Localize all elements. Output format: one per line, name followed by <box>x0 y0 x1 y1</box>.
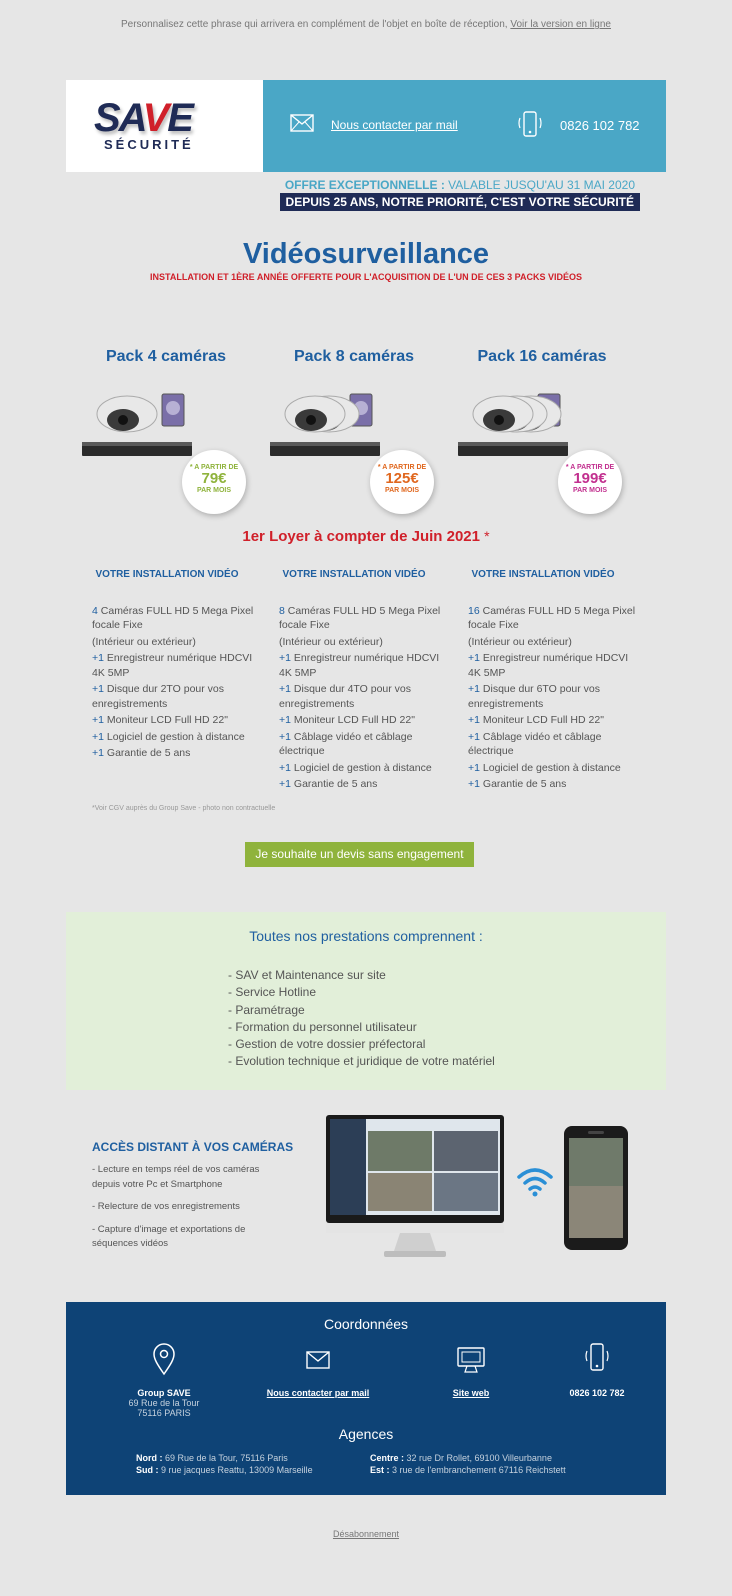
features-pack-8 <box>279 568 447 794</box>
offer-line: OFFRE EXCEPTIONNELLE : VALABLE JUSQU'AU 31 MAI 2020 <box>284 178 635 192</box>
agency-centre: Centre : 32 rue Dr Rollet, 69100 Villeurbanne <box>370 1453 552 1463</box>
footer-title: Coordonnées <box>323 1316 409 1332</box>
remote-access-section <box>66 1090 666 1302</box>
list-item: - Gestion de votre dossier préfectoral <box>228 1037 426 1052</box>
header-phone-number[interactable]: 0826 102 782 <box>560 118 640 133</box>
list-item: - Capture d'image et exportations de séquences vidéos <box>92 1223 246 1249</box>
features-heading: VOTRE INSTALLATION VIDÉO <box>471 569 615 580</box>
feature-item: +1 Enregistreur numérique HDCVI 4K 5MP <box>468 652 629 679</box>
feature-item: +1 Moniteur LCD Full HD 22" <box>92 714 228 726</box>
feature-item: (Intérieur ou extérieur) <box>468 635 572 648</box>
smartphone-icon <box>516 110 544 140</box>
agencies-title: Agences <box>338 1426 394 1442</box>
preheader <box>0 19 732 30</box>
remote-list <box>92 1163 272 1260</box>
feature-item: +1 Garantie de 5 ans <box>279 778 378 790</box>
contact-mail-link[interactable]: Nous contacter par mail <box>331 118 458 132</box>
footer-mail <box>248 1342 388 1398</box>
list-item: - SAV et Maintenance sur site <box>228 968 386 982</box>
feature-item: +1 Moniteur LCD Full HD 22" <box>279 714 415 726</box>
view-online-link[interactable]: Voir la version en ligne <box>510 19 611 30</box>
price-badge: * A PARTIR DE 125€ PAR MOIS <box>370 450 434 514</box>
feature-item: 8 Caméras FULL HD 5 Mega Pixel focale Fixe <box>279 604 441 631</box>
address-line-1: 69 Rue de la Tour <box>128 1398 200 1408</box>
feature-item: +1 Disque dur 2TO pour vos enregistrements <box>92 683 225 710</box>
email-header <box>66 80 666 172</box>
smartphone-image <box>564 1126 628 1250</box>
footer-mail-link[interactable]: Nous contacter par mail <box>266 1388 370 1398</box>
contact-bar <box>263 80 666 172</box>
email-card <box>66 80 666 1475</box>
website-link[interactable]: Site web <box>452 1388 490 1398</box>
address-line-2: 75116 PARIS <box>137 1408 191 1418</box>
agencies-right <box>370 1452 566 1476</box>
packs-row <box>66 348 666 528</box>
feature-item: +1 Enregistreur numérique HDCVI 4K 5MP <box>92 652 253 679</box>
list-item: - Lecture en temps réel de vos caméras depuis votre Pc et Smartphone <box>92 1164 260 1190</box>
priority-banner: DEPUIS 25 ANS, NOTRE PRIORITÉ, C'EST VOTRE SÉCURITÉ <box>280 193 640 211</box>
services-list <box>228 967 495 1071</box>
feature-item: +1 Garantie de 5 ans <box>92 747 191 759</box>
pack-title: Pack 8 caméras <box>293 348 415 365</box>
feature-item: +1 Câblage vidéo et câblage électrique <box>468 730 602 757</box>
features-heading: VOTRE INSTALLATION VIDÉO <box>95 569 239 580</box>
logo-wordmark: SAVE <box>94 96 192 140</box>
agency-nord: Nord : 69 Rue de la Tour, 75116 Paris <box>136 1453 288 1463</box>
remote-title: ACCÈS DISTANT À VOS CAMÉRAS <box>92 1140 294 1154</box>
services-title: Toutes nos prestations comprennent : <box>249 928 483 944</box>
pack-8-cameras[interactable] <box>260 348 448 528</box>
feature-item: +1 Logiciel de gestion à distance <box>468 761 621 774</box>
price-badge: * A PARTIR DE 79€ PAR MOIS <box>182 450 246 514</box>
feature-item: +1 Câblage vidéo et câblage électrique <box>279 730 413 757</box>
footer-phone-number[interactable]: 0826 102 782 <box>569 1388 625 1398</box>
agency-est: Est : 3 rue de l'embranchement 67116 Reichstett <box>370 1465 566 1475</box>
logo-tagline: SÉCURITÉ <box>104 137 194 152</box>
feature-item: +1 Logiciel de gestion à distance <box>92 730 245 743</box>
list-item: - Evolution technique et juridique de votre matériel <box>228 1054 495 1069</box>
footer-address <box>94 1342 234 1418</box>
page-subtitle: INSTALLATION ET 1ÈRE ANNÉE OFFERTE POUR L'ACQUISITION DE L'UN DE CES 3 PACKS VIDÉOS <box>150 272 582 282</box>
pack-16-cameras[interactable] <box>448 348 636 528</box>
save-securite-logo[interactable] <box>94 96 214 158</box>
features-pack-4 <box>92 568 260 763</box>
services-section <box>66 912 666 1090</box>
feature-item: +1 Disque dur 6TO pour vos enregistrements <box>468 683 601 710</box>
website-icon <box>456 1342 486 1376</box>
pack-4-cameras[interactable] <box>72 348 260 528</box>
first-rent-notice: 1er Loyer à compter de Juin 2021 * <box>242 528 490 545</box>
preheader-text: Personnalisez cette phrase qui arrivera en complément de l'objet en boîte de réception, <box>121 19 508 30</box>
list-item: - Formation du personnel utilisateur <box>228 1019 417 1034</box>
feature-item: +1 Moniteur LCD Full HD 22" <box>468 714 604 726</box>
quote-request-button[interactable]: Je souhaite un devis sans engagement <box>245 842 474 867</box>
page-title: Vidéosurveillance <box>242 238 490 270</box>
pack-title: Pack 4 caméras <box>105 348 227 365</box>
feature-item: +1 Disque dur 4TO pour vos enregistrements <box>279 683 412 710</box>
cgv-note: *Voir CGV auprès du Group Save - photo non contractuelle <box>92 805 276 812</box>
unsubscribe-link[interactable]: Désabonnement <box>332 1529 400 1539</box>
wifi-icon <box>516 1165 554 1197</box>
footer <box>66 1302 666 1495</box>
monitor-image <box>326 1115 506 1261</box>
footer-phone <box>527 1342 667 1398</box>
envelope-icon <box>305 1342 331 1376</box>
agencies-left <box>136 1452 313 1476</box>
price-badge: * A PARTIR DE 199€ PAR MOIS <box>558 450 622 514</box>
agency-sud: Sud : 9 rue jacques Reattu, 13009 Marseille <box>136 1465 313 1475</box>
location-pin-icon <box>151 1342 177 1376</box>
footer-web <box>401 1342 541 1398</box>
list-item: - Service Hotline <box>228 985 317 1000</box>
features-pack-16 <box>468 568 636 794</box>
feature-item: +1 Garantie de 5 ans <box>468 778 567 790</box>
feature-item: 16 Caméras FULL HD 5 Mega Pixel focale Fixe <box>468 604 636 631</box>
company-name: Group SAVE <box>137 1388 191 1398</box>
list-item: - Paramétrage <box>228 1002 305 1017</box>
pack-title: Pack 16 caméras <box>477 348 607 365</box>
feature-item: (Intérieur ou extérieur) <box>92 635 196 648</box>
feature-item: 4 Caméras FULL HD 5 Mega Pixel focale Fixe <box>92 604 254 631</box>
list-item: - Relecture de vos enregistrements <box>92 1201 240 1212</box>
feature-item: +1 Logiciel de gestion à distance <box>279 761 432 774</box>
features-heading: VOTRE INSTALLATION VIDÉO <box>282 569 426 580</box>
feature-item: (Intérieur ou extérieur) <box>279 635 383 648</box>
feature-item: +1 Enregistreur numérique HDCVI 4K 5MP <box>279 652 440 679</box>
envelope-icon <box>290 114 314 132</box>
smartphone-icon <box>583 1342 611 1376</box>
